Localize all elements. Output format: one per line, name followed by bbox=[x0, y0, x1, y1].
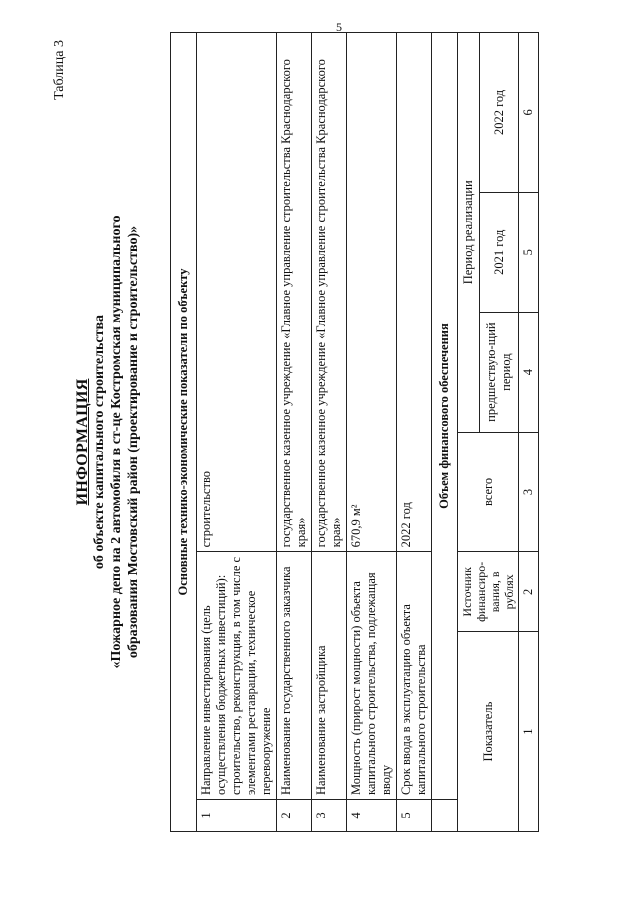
row-value: 2022 год bbox=[397, 33, 432, 552]
col-indicator-header: Показатель bbox=[458, 632, 519, 832]
row-number: 5 bbox=[397, 800, 432, 832]
document-header bbox=[74, 32, 142, 852]
section-finance-heading: Объем финансового обеспечения bbox=[432, 33, 458, 800]
header-line-2: «Пожарное депо на 2 автомобиля в ст-це Костромская муниципального bbox=[109, 215, 124, 669]
rotated-page-content bbox=[52, 32, 592, 852]
row-number: 4 bbox=[347, 800, 397, 832]
col-number: 5 bbox=[519, 192, 539, 312]
row-name: Срок ввода в эксплуатацию объекта капитального строительства bbox=[397, 552, 432, 800]
col-total-header: всего bbox=[458, 432, 519, 552]
col-source-header: Источник финансиро-вания, в рублях bbox=[458, 552, 519, 632]
col-number: 4 bbox=[519, 312, 539, 432]
row-value: государственное казенное учреждение «Главное управление строительства Краснодарского края» bbox=[277, 33, 312, 552]
table-label: Таблица 3 bbox=[52, 40, 67, 100]
section-main-heading: Основные технико-экономические показатели по объекту bbox=[171, 33, 197, 832]
header-line-3: образования Мостовский район (проектирование и строительство)» bbox=[126, 225, 141, 659]
col-2022-header: 2022 год bbox=[480, 33, 519, 193]
row-number: 2 bbox=[277, 800, 312, 832]
col-2021-header: 2021 год bbox=[480, 192, 519, 312]
row-value: строительство bbox=[197, 33, 277, 552]
column-number-row bbox=[519, 33, 539, 832]
table-row bbox=[197, 33, 277, 832]
col-period-header: Период реализации bbox=[458, 33, 480, 433]
row-number: 1 bbox=[197, 800, 277, 832]
row-name: Наименование государственного заказчика bbox=[277, 552, 312, 800]
document-title: ИНФОРМАЦИЯ bbox=[74, 378, 91, 506]
col-number: 2 bbox=[519, 552, 539, 632]
info-table bbox=[170, 32, 539, 832]
row-value: 670,9 м² bbox=[347, 33, 397, 552]
blank-cell bbox=[432, 800, 458, 832]
col-number: 3 bbox=[519, 432, 539, 552]
row-name: Направление инвестирования (цель осуществления бюджетных инвестиций): строительство, реконструкция, в том числе с элементами реставрации, техническое перевооружение bbox=[197, 552, 277, 800]
row-number: 3 bbox=[312, 800, 347, 832]
row-name: Мощность (прирост мощности) объекта капитального строительства, подлежащая вводу bbox=[347, 552, 397, 800]
header-line-1: об объекте капитального строительства bbox=[92, 314, 107, 570]
row-value: государственное казенное учреждение «Главное управление строительства Краснодарского края» bbox=[312, 33, 347, 552]
table-row bbox=[277, 33, 312, 832]
col-number: 1 bbox=[519, 632, 539, 832]
table-row bbox=[347, 33, 397, 832]
col-number: 6 bbox=[519, 33, 539, 193]
table-row bbox=[397, 33, 432, 832]
col-prev-header: предшествую-щий период bbox=[480, 312, 519, 432]
row-name: Наименование застройщика bbox=[312, 552, 347, 800]
table-row bbox=[312, 33, 347, 832]
page-number: 5 bbox=[336, 20, 342, 34]
